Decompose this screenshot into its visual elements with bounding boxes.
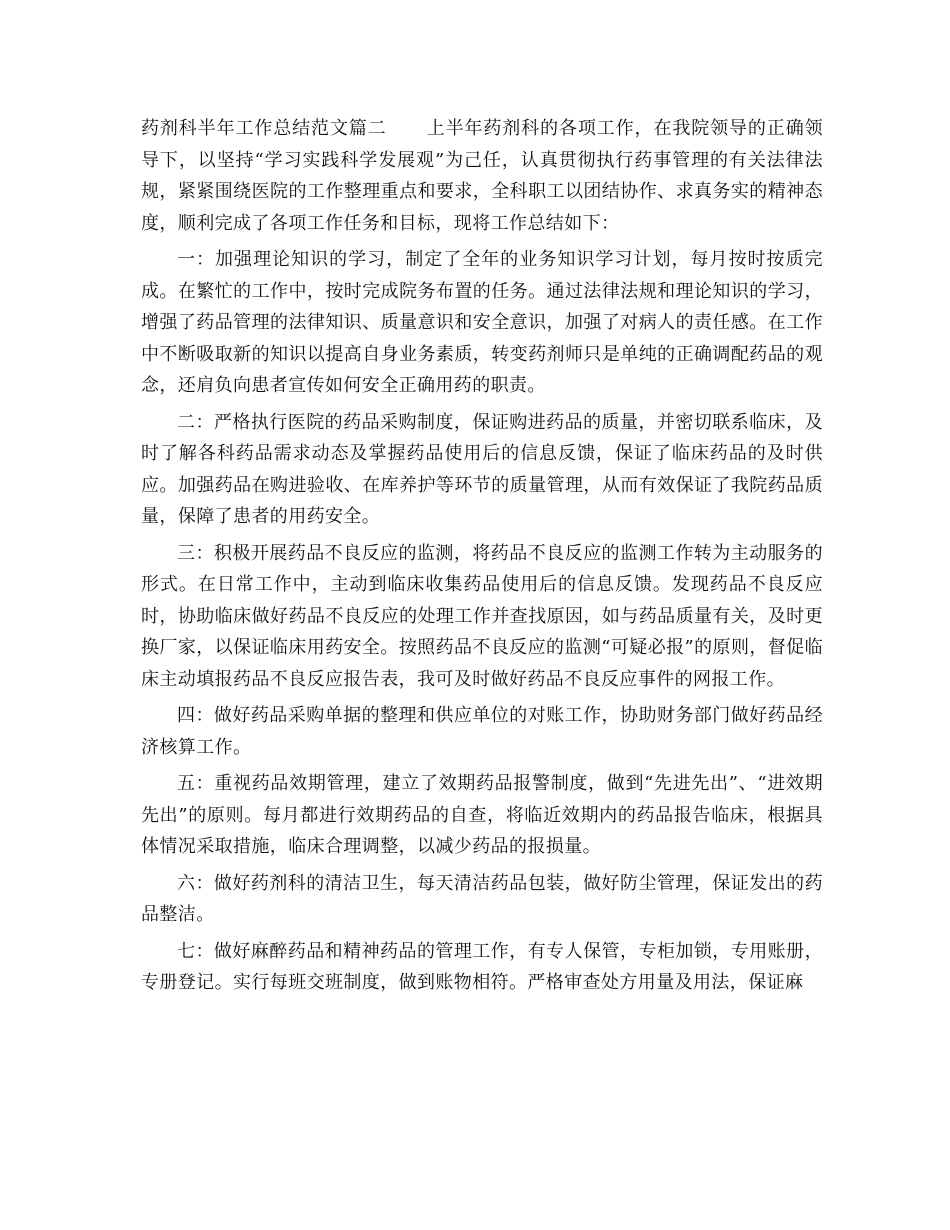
document-title: 药剂科半年工作总结范文篇二 (141, 118, 387, 139)
paragraph-1: 一：加强理论知识的学习，制定了全年的业务知识学习计划，每月按时按质完成。在繁忙的工作中，按时完成院务布置的任务。通过法律法规和理论知识的学习，增强了药品管理的法律知识、质量意识和安全意识，加强了对病人的责任感。在工作中不断吸取新的知识以提高自身业务素质，转变药剂师只是单纯的正确调配药品的观念，还肩负向患者宣传如何安全正确用药的职责。 (141, 249, 823, 396)
paragraph-3: 三：积极开展药品不良反应的监测，将药品不良反应的监测工作转为主动服务的形式。在日常工作中，主动到临床收集药品使用后的信息反馈。发现药品不良反应时，协助临床做好药品不良反应的处理工作并查找原因，如与药品质量有关，及时更换厂家，以保证临床用药安全。按照药品不良反应的监测“可疑必报”的原则，督促临床主动填报药品不良反应报告表，我可及时做好药品不良反应事件的网报工作。 (141, 542, 823, 690)
intro-text: 上半年药剂科的各项工作，在我院领导的正确领导下，以坚持“学习实践科学发展观”为己任，认真贯彻执行药事管理的有关法律法规，紧紧围绕医院的工作整理重点和要求，全科职工以团结协作、求真务实的精神态度，顺利完成了各项工作任务和目标，现将工作总结如下： (141, 118, 823, 234)
paragraph-2: 二：严格执行医院的药品采购制度，保证购进药品的质量，并密切联系临床，及时了解各科药品需求动态及掌握药品使用后的信息反馈，保证了临床药品的及时供应。加强药品在购进验收、在库养护等环节的质量管理，从而有效保证了我院药品质量，保障了患者的用药安全。 (141, 411, 823, 527)
paragraph-5: 五：重视药品效期管理，建立了效期药品报警制度，做到“先进先出”、“进效期先出”的原则。每月都进行效期药品的自查，将临近效期内的药品报告临床，根据具体情况采取措施，临床合理调整，以减少药品的报损量。 (141, 773, 823, 857)
paragraph-7: 七：做好麻醉药品和精神药品的管理工作，有专人保管，专柜加锁，专用账册，专册登记。实行每班交班制度，做到账物相符。严格审查处方用量及用法，保证麻 (141, 940, 823, 993)
paragraph-4: 四：做好药品采购单据的整理和供应单位的对账工作，协助财务部门做好药品经济核算工作。 (141, 705, 823, 758)
intro-paragraph (141, 113, 823, 239)
paragraph-6: 六：做好药剂科的清洁卫生，每天清洁药品包装，做好防尘管理，保证发出的药品整洁。 (141, 872, 823, 925)
document-body (141, 113, 823, 1004)
